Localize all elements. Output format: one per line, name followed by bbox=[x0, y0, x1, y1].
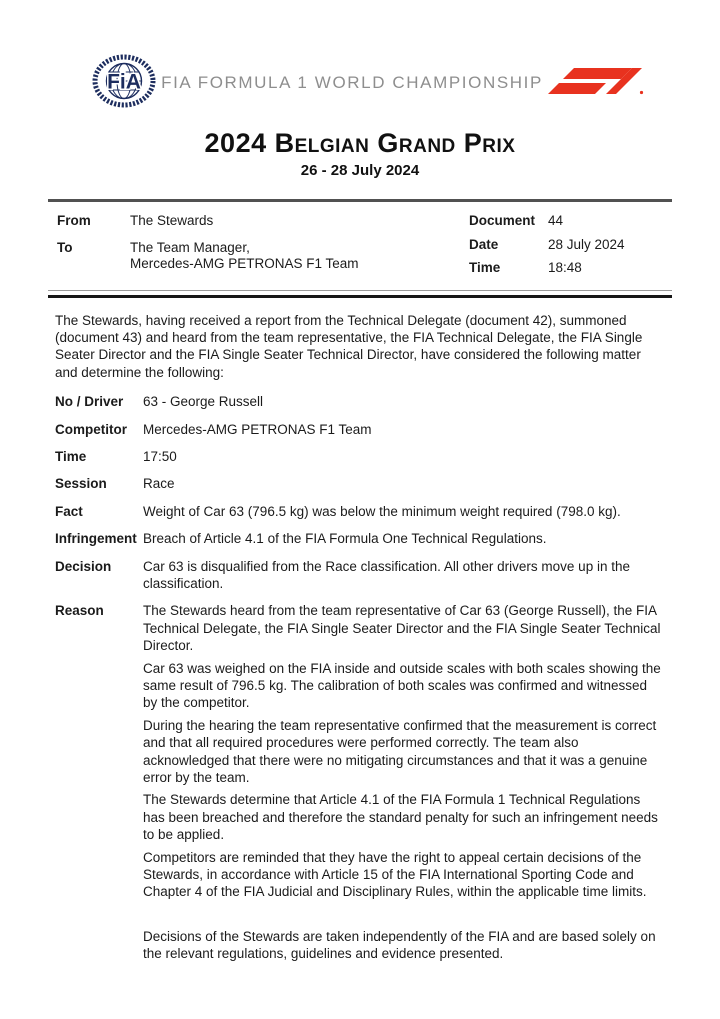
field-value: Weight of Car 63 (796.5 kg) was below the minimum weight required (798.0 kg). bbox=[143, 503, 621, 519]
field-value: Race bbox=[143, 476, 175, 492]
field-label: Fact bbox=[55, 503, 83, 519]
title-block bbox=[48, 128, 672, 179]
field-value: Breach of Article 4.1 of the FIA Formula One Technical Regulations. bbox=[143, 531, 547, 547]
to-value-line2: Mercedes-AMG PETRONAS F1 Team bbox=[130, 256, 359, 271]
fia-logo-icon bbox=[92, 53, 156, 114]
field-label: Session bbox=[55, 476, 107, 492]
from-value: The Stewards bbox=[130, 213, 214, 228]
championship-title: FIA FORMULA 1 WORLD CHAMPIONSHIP bbox=[161, 73, 543, 92]
field-row-fact bbox=[55, 503, 664, 520]
field-label: Time bbox=[55, 448, 87, 464]
field-label: Reason bbox=[55, 603, 104, 619]
decision-fields bbox=[48, 393, 672, 968]
reason-value bbox=[143, 602, 664, 967]
to-label: To bbox=[57, 239, 73, 255]
f1-logo-icon bbox=[548, 66, 644, 101]
reason-paragraph: The Stewards heard from the team representative of Car 63 (George Russell), the FIA Technical Delegate, the FIA Single Seater Director and the FIA Single Seater Technical Director. bbox=[143, 603, 661, 654]
field-value: Car 63 is disqualified from the Race classification. All other drivers move up in the classification. bbox=[143, 558, 630, 591]
field-row-decision bbox=[55, 558, 664, 593]
field-label: Infringement bbox=[55, 531, 137, 547]
to-value bbox=[130, 240, 469, 273]
from-label: From bbox=[57, 213, 91, 228]
intro-paragraph: The Stewards, having received a report from the Technical Delegate (document 42), summoned (document 43) and heard from the team representative, the FIA Technical Delegate, the FIA Single Seater Director and the FIA Single Seater Technical Director, have considered the following matter and determine the following: bbox=[55, 312, 643, 380]
reason-paragraph: The Stewards determine that Article 4.1 of the FIA Formula 1 Technical Regulations has been breached and therefore the standard penalty for such an infringement needs to be applied. bbox=[143, 792, 658, 843]
reason-paragraph: Competitors are reminded that they have the right to appeal certain decisions of the Stewards, in accordance with Article 15 of the FIA International Sporting Code and Chapter 4 of the FIA Judicial and Disciplinary Rules, within the applicable time limits. bbox=[143, 849, 647, 900]
field-row-reason bbox=[55, 602, 664, 967]
meta-table-left bbox=[57, 213, 469, 277]
meta-table-right bbox=[469, 213, 672, 277]
stewards-decision-document bbox=[48, 0, 672, 968]
time-label: Time bbox=[469, 260, 501, 275]
document-number-label: Document bbox=[469, 213, 536, 228]
date-label: Date bbox=[469, 236, 499, 252]
document-header bbox=[48, 0, 672, 116]
field-value: 17:50 bbox=[143, 448, 177, 464]
date-value: 28 July 2024 bbox=[548, 236, 625, 252]
field-row-session bbox=[55, 475, 664, 492]
field-label: Competitor bbox=[55, 421, 127, 437]
to-value-line1: The Team Manager, bbox=[130, 239, 250, 255]
reason-paragraph: Car 63 was weighed on the FIA inside and outside scales with both scales showing the same result of 796.5 kg. The calibration of both scales was confirmed and witnessed by the competitor. bbox=[143, 660, 661, 711]
meta-table-bottom-rule bbox=[48, 290, 672, 298]
field-label: Decision bbox=[55, 558, 112, 574]
svg-text:FiA: FiA bbox=[107, 70, 141, 93]
field-value: 63 - George Russell bbox=[143, 394, 264, 410]
reason-paragraph: During the hearing the team representative confirmed that the measurement is correct and that all required procedures were performed correctly. The team also acknowledged that there were no mitigating circumstances and that it was a genuine error by the team. bbox=[143, 717, 657, 786]
field-row-no-driver bbox=[55, 393, 664, 410]
field-label: No / Driver bbox=[55, 394, 124, 410]
field-row-time bbox=[55, 448, 664, 465]
field-row-infringement bbox=[55, 530, 664, 547]
event-title: 2024 Belgian Grand Prix bbox=[204, 128, 516, 158]
time-value: 18:48 bbox=[548, 260, 582, 275]
event-dates: 26 - 28 July 2024 bbox=[300, 162, 420, 179]
document-number-value: 44 bbox=[548, 213, 564, 228]
field-value: Mercedes-AMG PETRONAS F1 Team bbox=[143, 421, 372, 437]
field-row-competitor bbox=[55, 421, 664, 438]
independence-note: Decisions of the Stewards are taken independently of the FIA and are based solely on the relevant regulations, guidelines and evidence presented. bbox=[143, 928, 656, 962]
meta-table bbox=[48, 199, 672, 290]
